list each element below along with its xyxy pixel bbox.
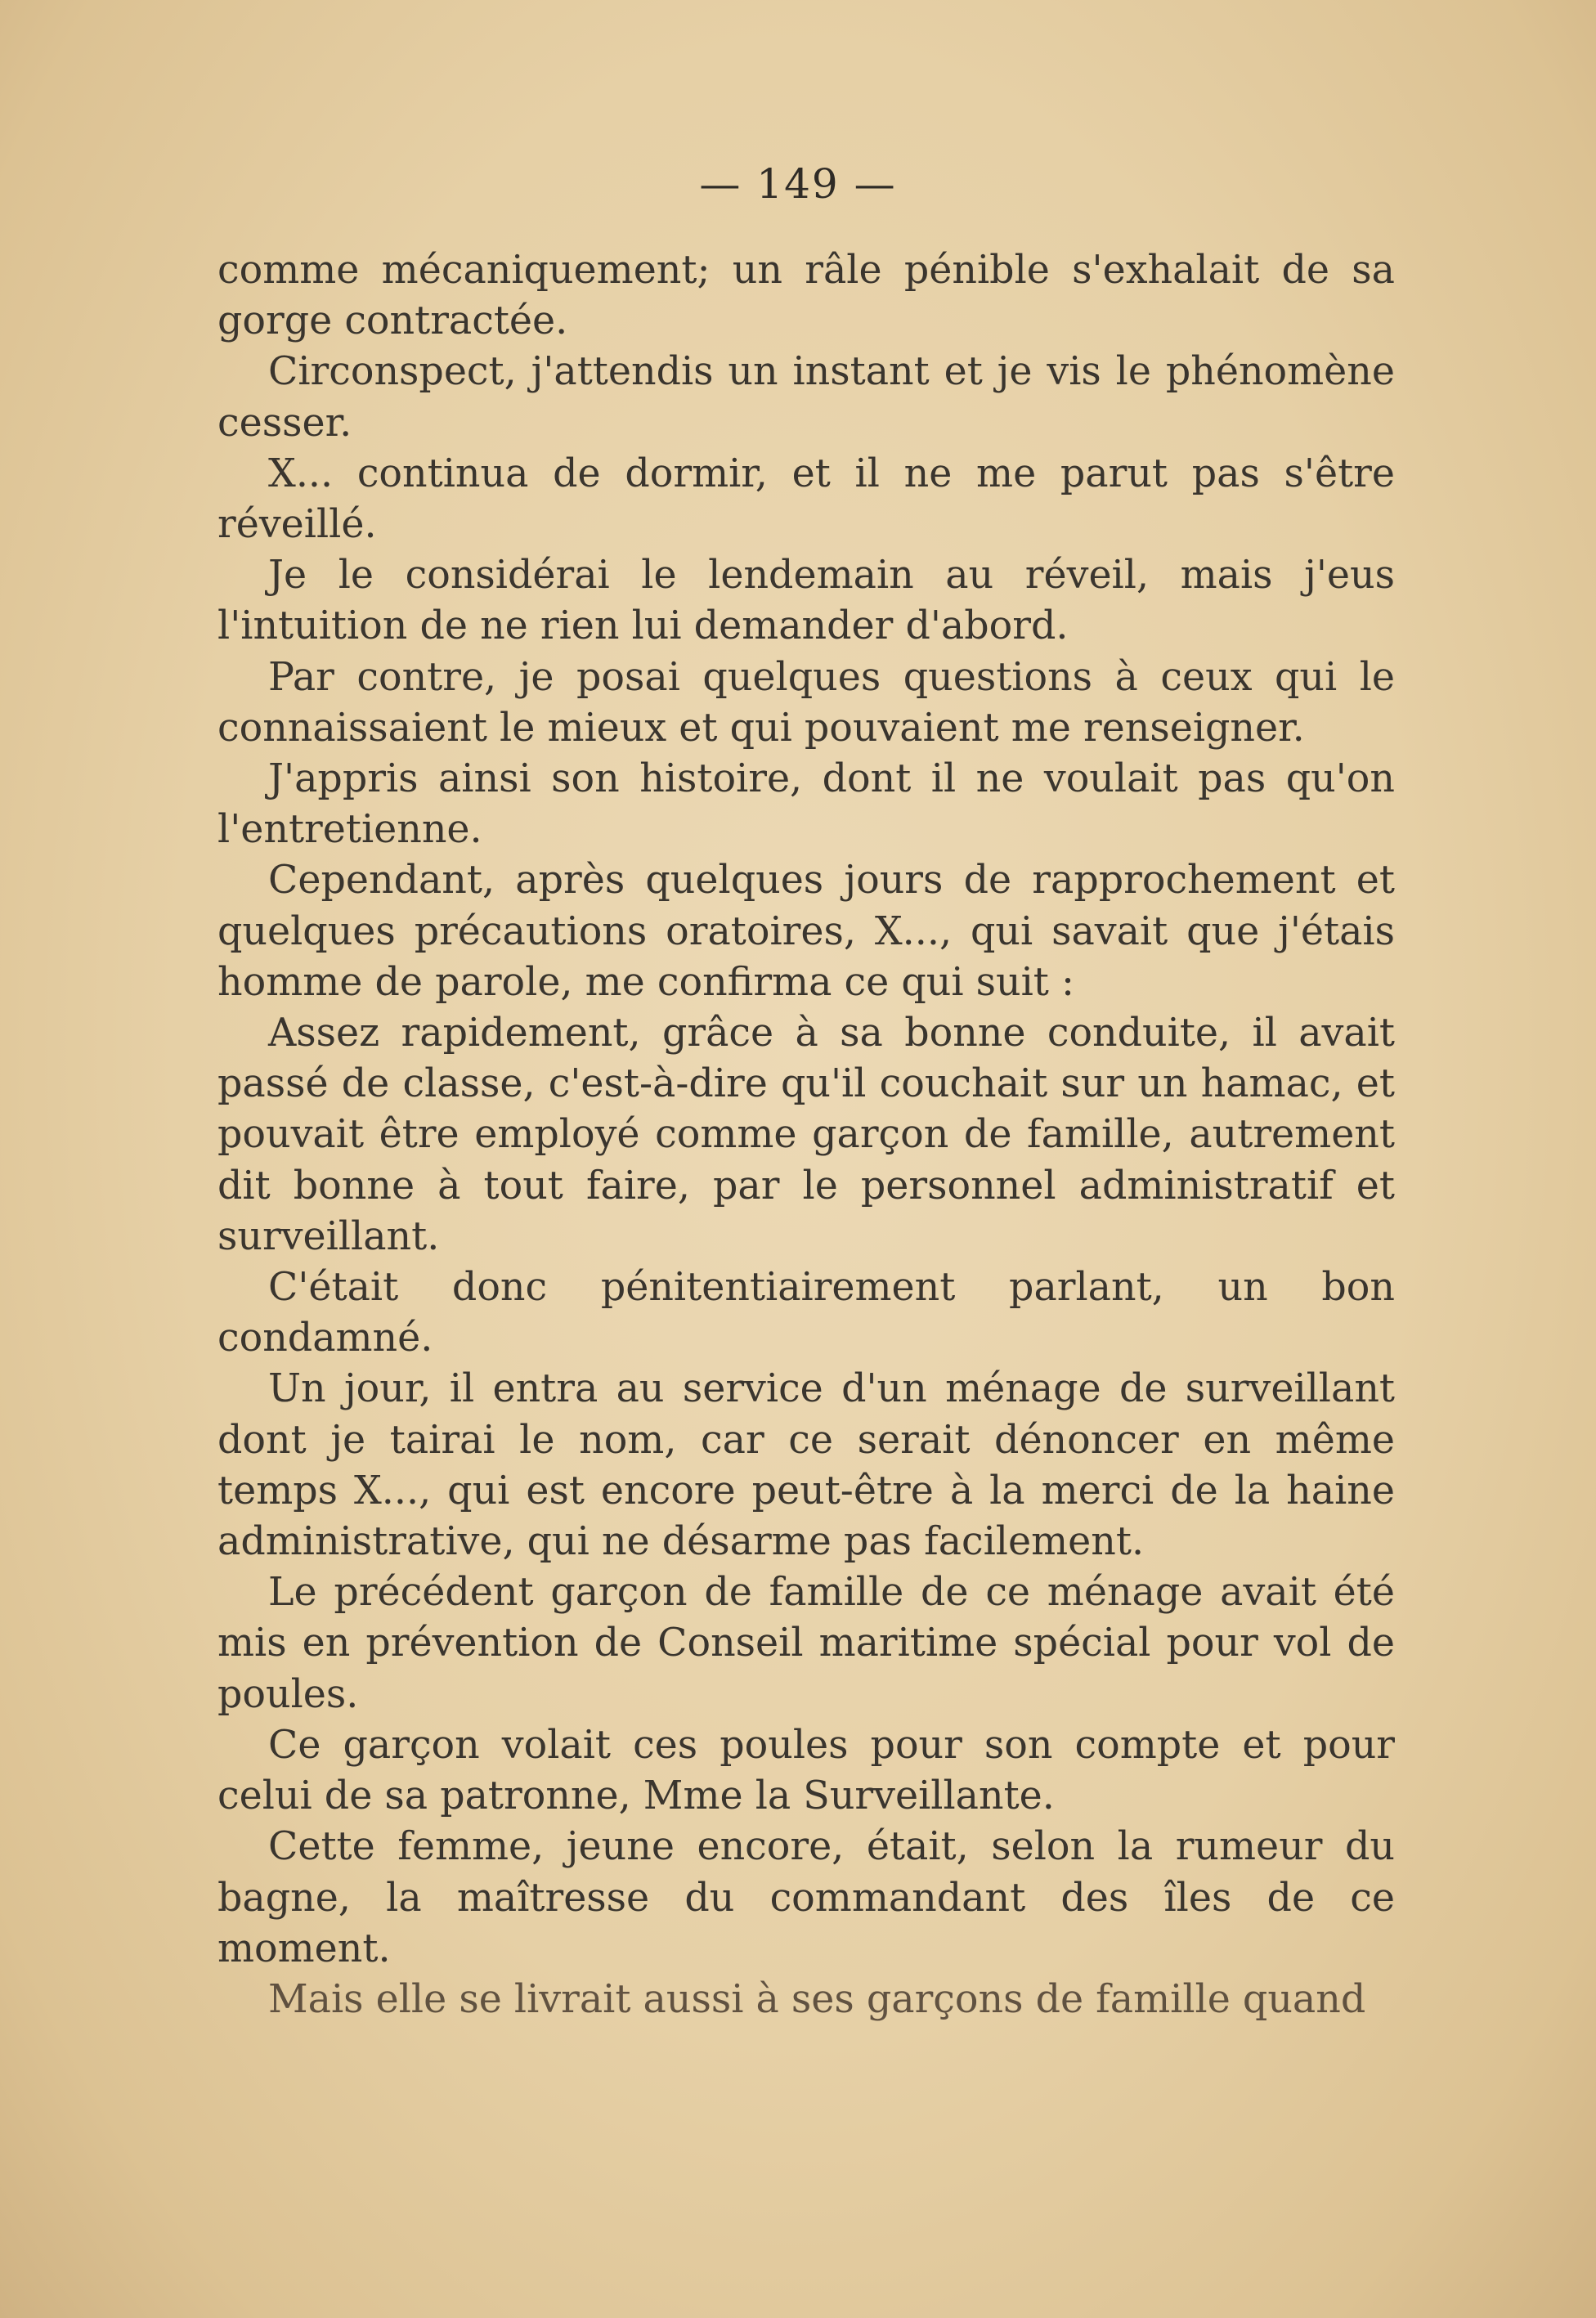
paragraph-1: comme mécaniquement; un râle pénible s'exhalait de sa gorge contractée. <box>217 248 1395 344</box>
paragraph-14: Mais elle se livrait aussi à ses garçons de famille quand <box>268 1976 1366 2022</box>
paragraph-13: Cette femme, jeune encore, était, selon la rumeur du bagne, la maîtresse du commandant des îles de ce moment. <box>217 1824 1395 1971</box>
paragraph-5: Par contre, je posai quelques questions à ceux qui le connaissaient le mieux et qui pouvaient me renseigner. <box>217 654 1395 751</box>
paragraph-4: Je le considérai le lendemain au réveil, mais j'eus l'intuition de ne rien lui demander d'abord. <box>217 553 1395 649</box>
paragraph-6: J'appris ainsi son histoire, dont il ne voulait pas qu'on l'entretienne. <box>217 756 1395 853</box>
paragraph-9: C'était donc pénitentiairement parlant, un bon condamné. <box>217 1265 1395 1361</box>
paragraph-12: Ce garçon volait ces poules pour son compte et pour celui de sa patronne, Mme la Surveillante. <box>217 1722 1395 1819</box>
page-number: — 149 — <box>699 160 897 208</box>
paragraph-8: Assez rapidement, grâce à sa bonne conduite, il avait passé de classe, c'est-à-dire qu'il couchait sur un hamac, et pouvait être employé comme garçon de famille, autrement dit bonne à tout faire, par le personnel administratif et surveillant. <box>217 1011 1395 1259</box>
paragraph-2: Circonspect, j'attendis un instant et je vis le phénomène cesser. <box>217 349 1395 446</box>
page-body <box>217 245 1395 2025</box>
paragraph-3: X... continua de dormir, et il ne me parut pas s'être réveillé. <box>217 451 1395 548</box>
paragraph-11: Le précédent garçon de famille de ce ménage avait été mis en prévention de Conseil maritime spécial pour vol de poules. <box>217 1570 1395 1717</box>
paragraph-7: Cependant, après quelques jours de rapprochement et quelques précautions oratoires, X..., qui savait que j'étais homme de parole, me confirma ce qui suit : <box>217 858 1395 1005</box>
paragraph-10: Un jour, il entra au service d'un ménage de surveillant dont je tairai le nom, car ce serait dénoncer en même temps X..., qui est encore peut-être à la merci de la haine administrative, qui ne désarme pas facilement. <box>217 1366 1395 1565</box>
